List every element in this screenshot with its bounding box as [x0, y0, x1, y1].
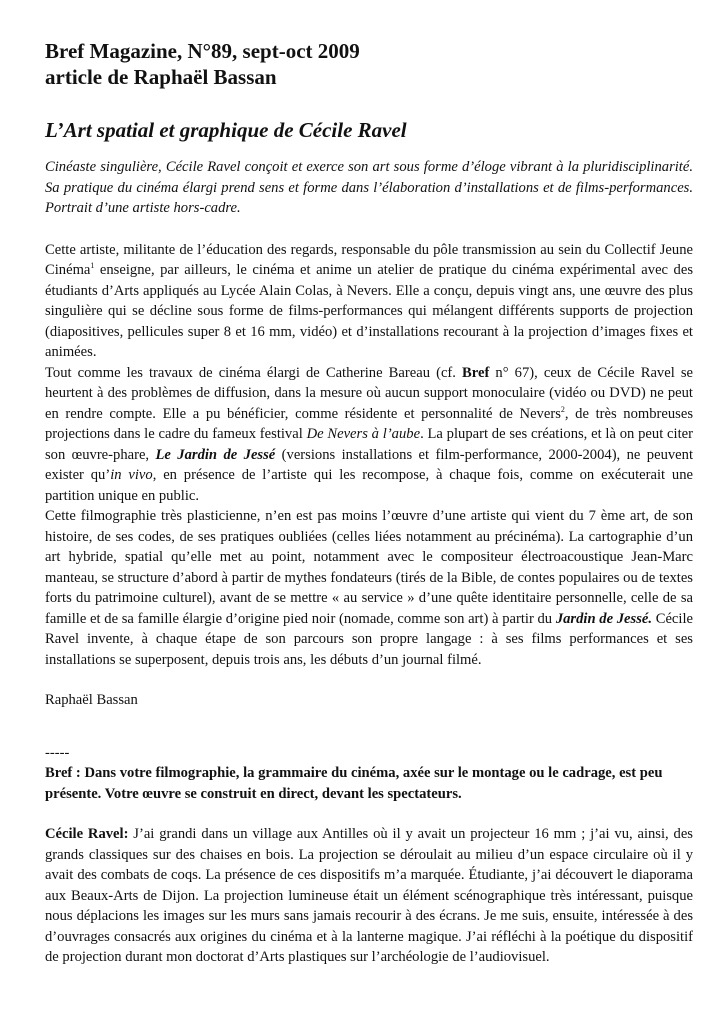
- body-paragraph-3: Cette filmographie très plasticienne, n’en est pas moins l’œuvre d’une artiste qui vient du 7 ème art, de son histoire, de ses codes, de ses pratiques oubliées (celles liées notamment au précinéma). La cartographie d’un art hybride, spatial qu’elle met au point, notamment avec le compositeur électroacoustique Jean-Marc manteau, se structure d’abord à partir de mythes fondateurs (tirés de la Bible, de contes populaires ou de textes forts du patrimoine culturel), avant de se mettre « au service » d’une quête identitaire personnelle, celle de sa famille et de sa famille élargie d’origine pied noir (nomade, comme son art) à partir du Jardin de Jessé. Cécile Ravel invente, à chaque étape de son parcours son propre langage : à ses films performances et ses installations se superposent, depuis trois ans, les débuts d’un journal filmé.: [45, 508, 693, 668]
- interview-answer: Cécile Ravel: J’ai grandi dans un village aux Antilles où il y avait un projecteur 16 mm ; j’ai vu, ainsi, des grands classiques sur des chaises en bois. La projection se déroulait au milieu d’un espace circulaire où il y avait des combats de coqs. La présence de ces dispositifs m’a marquée. Étudiante, j’ai découvert le diaporama aux Beaux-Arts de Dijon. La projection lumineuse était un élément scénographique très intéressant, puisque nous déplacions les images sur les murs sans jamais recourir à des écrans. Je me suis, ensuite, intéressée à des d’ouvrages consacrés aux origines du cinéma et à la lanterne magique. J’ai réfléchi à la poétique du dispositif de projection durant mon doctorat d’Arts plastiques sur l’archéologie de l’audiovisuel.: [45, 826, 693, 965]
- magazine-reference: Bref Magazine, N°89, sept-oct 2009: [45, 39, 360, 63]
- article-author-line: article de Raphaël Bassan: [45, 65, 277, 89]
- body-paragraph-2: Tout comme les travaux de cinéma élargi de Catherine Bareau (cf. Bref n° 67), ceux de Cécile Ravel se heurtent à des problèmes de diffusion, dans la mesure où aucun support monoculaire (vidéo ou DVD) ne peut en rendre compte. Elle a pu bénéficier, comme résidente et personnalité de Nevers$^2$, de très nombreuses projections dans le cadre du fameux festival De Nevers à l’aube. La plupart de ses créations, et là on peut citer son œuvre-phare, Le Jardin de Jessé (versions installations et film-performance, 2000-2004), ne peuvent exister qu’in vivo, en présence de l’artiste qui les recompose, à chaque fois, comme on exécuterait une partition unique en public.: [45, 364, 694, 504]
- section-separator: -----: [45, 744, 70, 761]
- festival-name: De Nevers à l’aube: [306, 426, 421, 442]
- footnote-ref-1: 1: [90, 261, 95, 271]
- magazine-name: Bref: [462, 364, 490, 381]
- document-page: [45, 38, 693, 968]
- work-title: Jardin de Jessé.: [555, 610, 653, 627]
- speaker-name: Cécile Ravel:: [45, 826, 129, 842]
- article-signature: Raphaël Bassan: [45, 692, 138, 708]
- footnote-ref-2: 2: [560, 404, 565, 414]
- article-title: L’Art spatial et graphique de Cécile Ravel: [45, 118, 407, 142]
- interview-question: Bref : Dans votre filmographie, la grammaire du cinéma, axée sur le montage ou le cadrage, est peu présente. Votre œuvre se construit en direct, devant les spectateurs.: [45, 765, 663, 802]
- work-title: Le Jardin de Jessé: [155, 446, 276, 463]
- article-body: [45, 240, 693, 671]
- in-vivo-term: in vivo: [110, 467, 153, 483]
- article-lead: Cinéaste singulière, Cécile Ravel conçoit et exerce son art sous forme d’éloge vibrant à la pluridisciplinarité. Sa pratique du cinéma élargi prend sens et forme dans l’élaboration d’installations et de films-performances. Portrait d’une artiste hors-cadre.: [45, 159, 693, 216]
- body-paragraph-1: Cette artiste, militante de l’éducation des regards, responsable du pôle transmission au sein du Collectif Jeune Cinéma$^1$ enseigne, par ailleurs, le cinéma et anime un atelier de pratique du cinéma expérimental avec des étudiants d’Arts appliqués au Lycée Alain Colas, à Nevers. Elle a conçu, depuis vingt ans, une œuvre des plus singulière qui se décline sous forme de films-performances qui mélangent différents supports de projection (diapositives, pellicules super 8 et 16 mm, vidéo) et d’installations recourant à la projection d’images fixes et animées.: [45, 241, 693, 360]
